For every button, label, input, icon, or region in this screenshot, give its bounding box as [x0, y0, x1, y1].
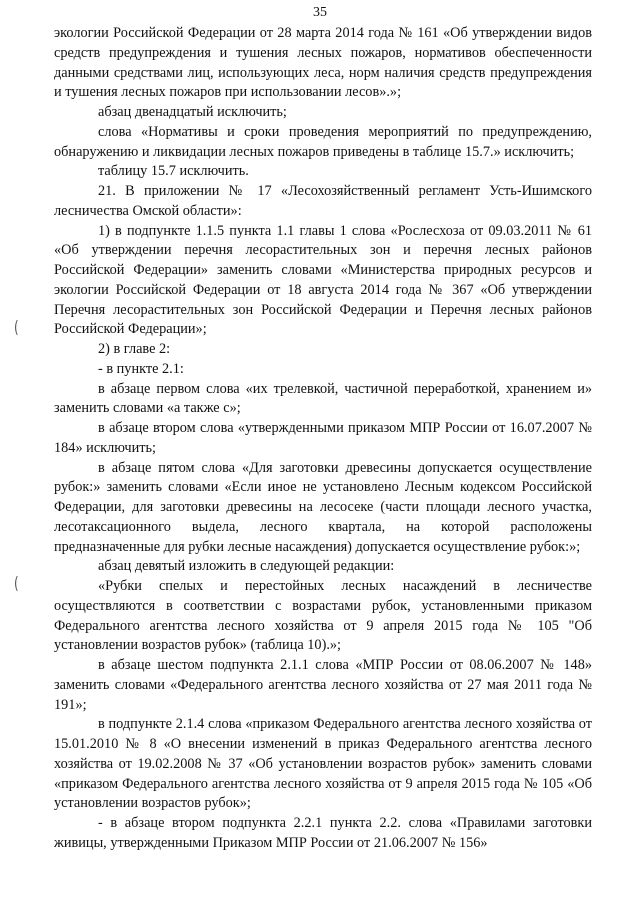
paragraph: - в абзаце втором подпункта 2.2.1 пункта 2.2. слова «Правилами заготовки живицы, утвержденными Приказом МПР России от 21.06.2007 № 156»	[54, 815, 592, 851]
page-number: 35	[313, 5, 327, 20]
paragraph: в абзаце пятом слова «Для заготовки древесины допускается осуществление рубок:» заменить словами «Если иное не установлено Лесным кодексом Российской Федерации, для заготовки древесины на лесосеке (части площади лесного участка, лесотаксационного выдела, лесного квартала, на которой расположены предназначенные для рубки лесные насаждения) допускается осуществление рубок:»;	[54, 459, 592, 555]
paragraph: в абзаце первом слова «их трелевкой, частичной переработкой, хранением и» заменить словами «а также с»;	[54, 380, 592, 417]
paragraph: 2) в главе 2:	[98, 341, 171, 357]
paragraph: в подпункте 2.1.4 слова «приказом Федерального агентства лесного хозяйства от 15.01.2010 № 8 «О внесении изменений в приказ Федерального агентства лесного хозяйства от 19.02.2008 № 37 «Об установлении возрастов рубок» заменить словами «приказом Федерального агентства лесного хозяйства от 9 апреля 2015 года № 105 «Об установлении возрастов рубок»;	[54, 716, 592, 812]
paragraph: таблицу 15.7 исключить.	[98, 163, 249, 180]
margin-mark: (	[13, 318, 19, 338]
paragraph: 1) в подпункте 1.1.5 пункта 1.1 главы 1 слова «Рослесхоза от 09.03.2011 № 61 «Об утверждении перечня лесорастительных зон и перечня лесных районов Российской Федерации» заменить словами «Министерства природных ресурсов и экологии Российской Федерации от 18 августа 2014 года № 367 «Об утверждении Перечня лесорастительных зон Российской Федерации и Перечня лесных районов Российской Федерации»;	[54, 222, 592, 338]
paragraph: слова «Нормативы и сроки проведения мероприятий по предупреждению, обнаружению и ликвидации лесных пожаров приведены в таблице 15.7.» исключить;	[54, 123, 592, 160]
paragraph: 21. В приложении № 17 «Лесохозяйственный регламент Усть-Ишимского лесничества Омской области»:	[54, 183, 592, 219]
paragraph: - в пункте 2.1:	[98, 360, 184, 377]
paragraph: абзац двенадцатый исключить;	[98, 104, 287, 120]
margin-mark: (	[13, 574, 19, 594]
document-body	[54, 24, 592, 854]
paragraph: экологии Российской Федерации от 28 марта 2014 года № 161 «Об утверждении видов средств предупреждения и тушения лесных пожаров, нормативов обеспеченности данными средствами лиц, использующих леса, норм наличия средств предупреждения и тушения лесных пожаров при использовании лесов».»;	[54, 25, 592, 101]
paragraph: в абзаце втором слова «утвержденными приказом МПР России от 16.07.2007 № 184» исключить;	[54, 420, 592, 456]
paragraph: «Рубки спелых и перестойных лесных насаждений в лесничестве осуществляются в соответствии с возрастами рубок, установленными приказом Федерального агентства лесного хозяйства от 9 апреля 2015 года № 105 "Об установлении возрастов рубок» (таблица 10).»;	[54, 578, 592, 654]
paragraph: абзац девятый изложить в следующей редакции:	[98, 558, 395, 575]
paragraph: в абзаце шестом подпункта 2.1.1 слова «МПР России от 08.06.2007 № 148» заменить словами «Федерального агентства лесного хозяйства от 27 мая 2011 года № 191»;	[54, 657, 592, 713]
